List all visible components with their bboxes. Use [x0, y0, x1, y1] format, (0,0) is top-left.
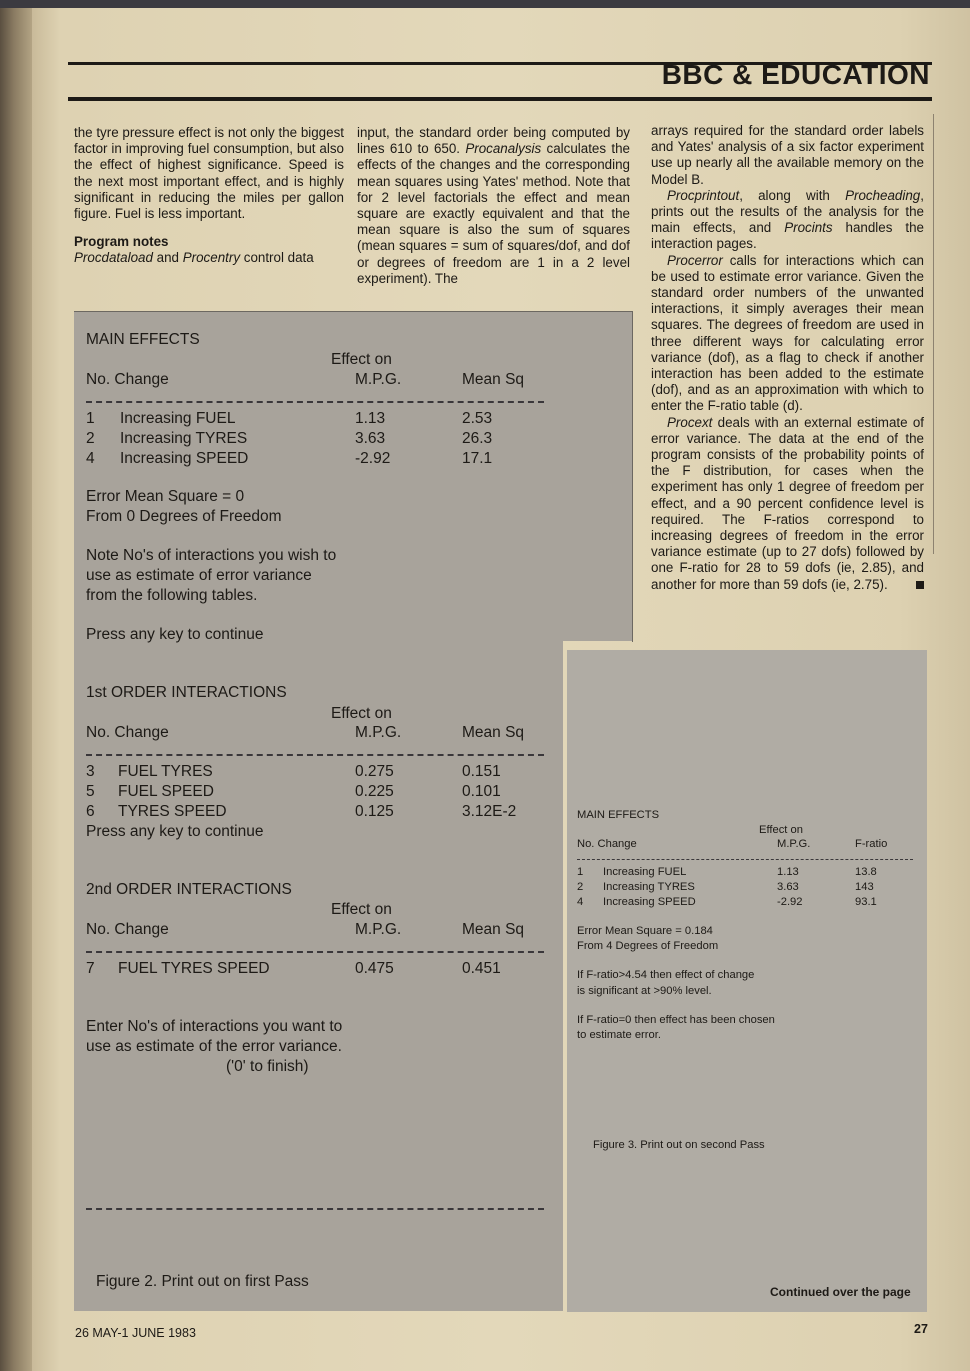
- fig2-divider: [86, 401, 544, 403]
- fig2-divider: [86, 754, 544, 756]
- paragraph: [74, 250, 344, 266]
- fig3-row-f: 143: [855, 881, 874, 893]
- fig3-row-mpg: 3.63: [777, 881, 799, 893]
- fig3-row-change: Increasing SPEED: [603, 896, 696, 908]
- fig3-effect-on: Effect on: [759, 824, 803, 836]
- fig3-note: If F-ratio=0 then effect has been chosen: [577, 1014, 775, 1026]
- fig3-row-change: Increasing FUEL: [603, 866, 687, 878]
- fig2-row-no: 7: [86, 960, 95, 977]
- fig2-col-no: No. Change: [86, 724, 169, 741]
- fig2-row-mpg: 0.125: [355, 803, 394, 820]
- subheading: Program notes: [74, 234, 169, 250]
- fig2-error-ms: Error Mean Square = 0: [86, 488, 245, 505]
- fig3-col-no: No. Change: [577, 838, 637, 850]
- column-divider: [933, 114, 934, 554]
- fig2-col-mpg: M.P.G.: [355, 921, 402, 938]
- fig2-col-no: No. Change: [86, 371, 169, 388]
- figure-3-screen: [567, 650, 927, 1312]
- fig2-press-key: Press any key to continue: [86, 823, 264, 840]
- fig3-note: to estimate error.: [577, 1029, 661, 1041]
- page-binding: [0, 0, 32, 1371]
- paragraph: [651, 188, 924, 253]
- proc-name: Procprintout: [667, 187, 740, 203]
- continued-note: Continued over the page: [770, 1285, 911, 1299]
- fig2-row-change: TYRES SPEED: [118, 803, 227, 820]
- fig3-col-mpg: M.P.G.: [777, 838, 811, 850]
- issue-date: 26 MAY-1 JUNE 1983: [75, 1326, 196, 1340]
- fig2-effect-on: Effect on: [331, 705, 392, 722]
- fig2-row-mpg: 1.13: [355, 410, 386, 427]
- fig2-row-no: 5: [86, 783, 95, 800]
- fig2-press-key: Press any key to continue: [86, 626, 264, 643]
- fig2-row-change: FUEL TYRES: [118, 763, 213, 780]
- fig2-row-no: 1: [86, 410, 95, 427]
- page-number: 27: [914, 1322, 928, 1336]
- fig2-row-ms: 0.451: [462, 960, 501, 977]
- fig2-col-mpg: M.P.G.: [355, 371, 402, 388]
- fig3-note: If F-ratio>4.54 then effect of change: [577, 969, 755, 981]
- fig2-note: Note No's of interactions you wish to: [86, 547, 337, 564]
- fig2-error-dof: From 0 Degrees of Freedom: [86, 508, 282, 525]
- fig2-row-mpg: 0.225: [355, 783, 394, 800]
- fig2-enter-prompt: use as estimate of the error variance.: [86, 1038, 342, 1055]
- fig2-row-change: FUEL TYRES SPEED: [118, 960, 270, 977]
- text-run: handles the interaction pages.: [651, 220, 925, 252]
- fig2-row-no: 4: [86, 450, 95, 467]
- fig2-row-mpg: 0.275: [355, 763, 394, 780]
- fig2-col-no: No. Change: [86, 921, 169, 938]
- fig2-row-ms: 2.53: [462, 410, 493, 427]
- proc-name: Procext: [667, 414, 713, 430]
- paragraph: [651, 253, 924, 415]
- fig2-row-change: FUEL SPEED: [118, 783, 214, 800]
- header-rule-bottom: [68, 97, 932, 101]
- fig2-row-ms: 0.101: [462, 783, 501, 800]
- fig2-enter-prompt: ('0' to finish): [226, 1058, 309, 1075]
- fig3-row-f: 13.8: [855, 866, 877, 878]
- fig2-row-no: 2: [86, 430, 95, 447]
- fig2-main-title: MAIN EFFECTS: [86, 331, 200, 348]
- fig2-row-ms: 3.12E-2: [462, 803, 517, 820]
- fig2-second-order-title: 2nd ORDER INTERACTIONS: [86, 881, 292, 898]
- fig3-note: is significant at >90% level.: [577, 985, 712, 997]
- paragraph: [651, 415, 924, 593]
- fig2-effect-on: Effect on: [331, 901, 392, 918]
- text-run: control data: [240, 250, 314, 266]
- fig2-col-ms: Mean Sq: [462, 724, 525, 741]
- end-mark-icon: [916, 581, 924, 589]
- text-run: calls for interactions which can be used to estimate error variance. Given the standard order numbers of the unwanted interactions, it simply averages their mean squares. The degrees of freedom are used in three different ways for calculating error variance (dof), as a flag to check if another interaction has been added to the estimate (dof), and as an approximation with which to enter the F-ratio table (d).: [651, 252, 924, 414]
- text-run: deals with an external estimate of error variance. The data at the end of the program consists of the probability points of the F distribution, for cases when the experiment has only 1 degree of freedom per effect, and a 90 percent confidence level is required. The F-ratios correspond to increasing degrees of freedom in the error variance estimate (up to 27 dofs) followed by one F-ratio for 28 to 59 dofs (ie, 2.85), and another for more than 59 dofs (ie, 2.75).: [651, 414, 924, 592]
- fig2-divider: [86, 951, 544, 953]
- fig2-row-mpg: 3.63: [355, 430, 386, 447]
- fig2-effect-on: Effect on: [331, 351, 392, 368]
- fig2-row-change: Increasing FUEL: [120, 410, 236, 427]
- text-run: , prints out the results of the analysis for the main effects, and: [651, 187, 924, 236]
- proc-name: Procanalysis: [465, 141, 542, 157]
- fig3-row-no: 1: [577, 866, 584, 878]
- fig2-row-mpg: 0.475: [355, 960, 394, 977]
- section-title: BBC & EDUCATION: [661, 59, 930, 90]
- fig3-divider: [577, 859, 913, 860]
- fig2-row-change: Increasing SPEED: [120, 450, 249, 467]
- figure-2-caption: Figure 2. Print out on first Pass: [96, 1273, 309, 1290]
- fig2-note: use as estimate of error variance: [86, 567, 312, 584]
- fig3-row-no: 2: [577, 881, 584, 893]
- text-run: input, the standard order being computed by lines 610 to 650.: [357, 125, 630, 157]
- paragraph: the tyre pressure effect is not only the biggest factor in improving fuel consumption, but also the effect of highest significance. Speed is the next most important effect, and is highly significant in reducing the miles per gallon figure. Fuel is less important.: [74, 125, 344, 222]
- fig2-row-change: Increasing TYRES: [120, 430, 248, 447]
- fig3-row-no: 4: [577, 896, 584, 908]
- fig3-row-mpg: -2.92: [777, 896, 803, 908]
- article-column-2: [357, 125, 630, 287]
- proc-name: Procints: [784, 220, 833, 236]
- fig2-row-ms: 26.3: [462, 430, 493, 447]
- fig3-title: MAIN EFFECTS: [577, 809, 660, 821]
- fig2-col-ms: Mean Sq: [462, 371, 525, 388]
- text-run: , along with: [739, 187, 846, 203]
- proc-name: Procdataload: [74, 250, 153, 266]
- text-run: calculates the effects of the changes and the corresponding mean squares using Yates' method. Note that for 2 level factorials the effect and mean square are exactly equivalent and that the mean square is also the sum of squares (mean squares = sum of squares/dof, and dof or degrees of freedom are 1 in a 2 level experiment). The: [357, 141, 630, 286]
- fig2-bottom-divider: [86, 1208, 544, 1210]
- fig3-error-ms: Error Mean Square = 0.184: [577, 925, 713, 937]
- paragraph: [357, 125, 630, 287]
- fig2-col-mpg: M.P.G.: [355, 724, 402, 741]
- figure-3-caption: Figure 3. Print out on second Pass: [593, 1139, 765, 1151]
- proc-name: Procheading: [845, 187, 921, 203]
- fig3-col-f: F-ratio: [855, 838, 888, 850]
- fig2-first-order-title: 1st ORDER INTERACTIONS: [86, 684, 287, 701]
- fig2-row-mpg: -2.92: [355, 450, 391, 467]
- fig2-enter-prompt: Enter No's of interactions you want to: [86, 1018, 343, 1035]
- article-column-1: [74, 125, 344, 267]
- proc-name: Procerror: [667, 252, 723, 268]
- fig3-row-mpg: 1.13: [777, 866, 799, 878]
- article-column-3: [651, 123, 924, 593]
- fig2-col-ms: Mean Sq: [462, 921, 525, 938]
- fig2-row-ms: 17.1: [462, 450, 493, 467]
- text-run: and: [152, 250, 183, 266]
- top-edge: [0, 0, 970, 8]
- proc-name: Procentry: [182, 250, 241, 266]
- fig3-row-f: 93.1: [855, 896, 877, 908]
- fig2-note: from the following tables.: [86, 587, 258, 604]
- fig2-row-no: 3: [86, 763, 95, 780]
- fig3-row-change: Increasing TYRES: [603, 881, 695, 893]
- fig2-row-no: 6: [86, 803, 95, 820]
- fig3-error-dof: From 4 Degrees of Freedom: [577, 940, 719, 952]
- paragraph: arrays required for the standard order labels and Yates' analysis of a six factor experiment use up nearly all the available memory on the Model B.: [651, 123, 924, 187]
- fig2-row-ms: 0.151: [462, 763, 501, 780]
